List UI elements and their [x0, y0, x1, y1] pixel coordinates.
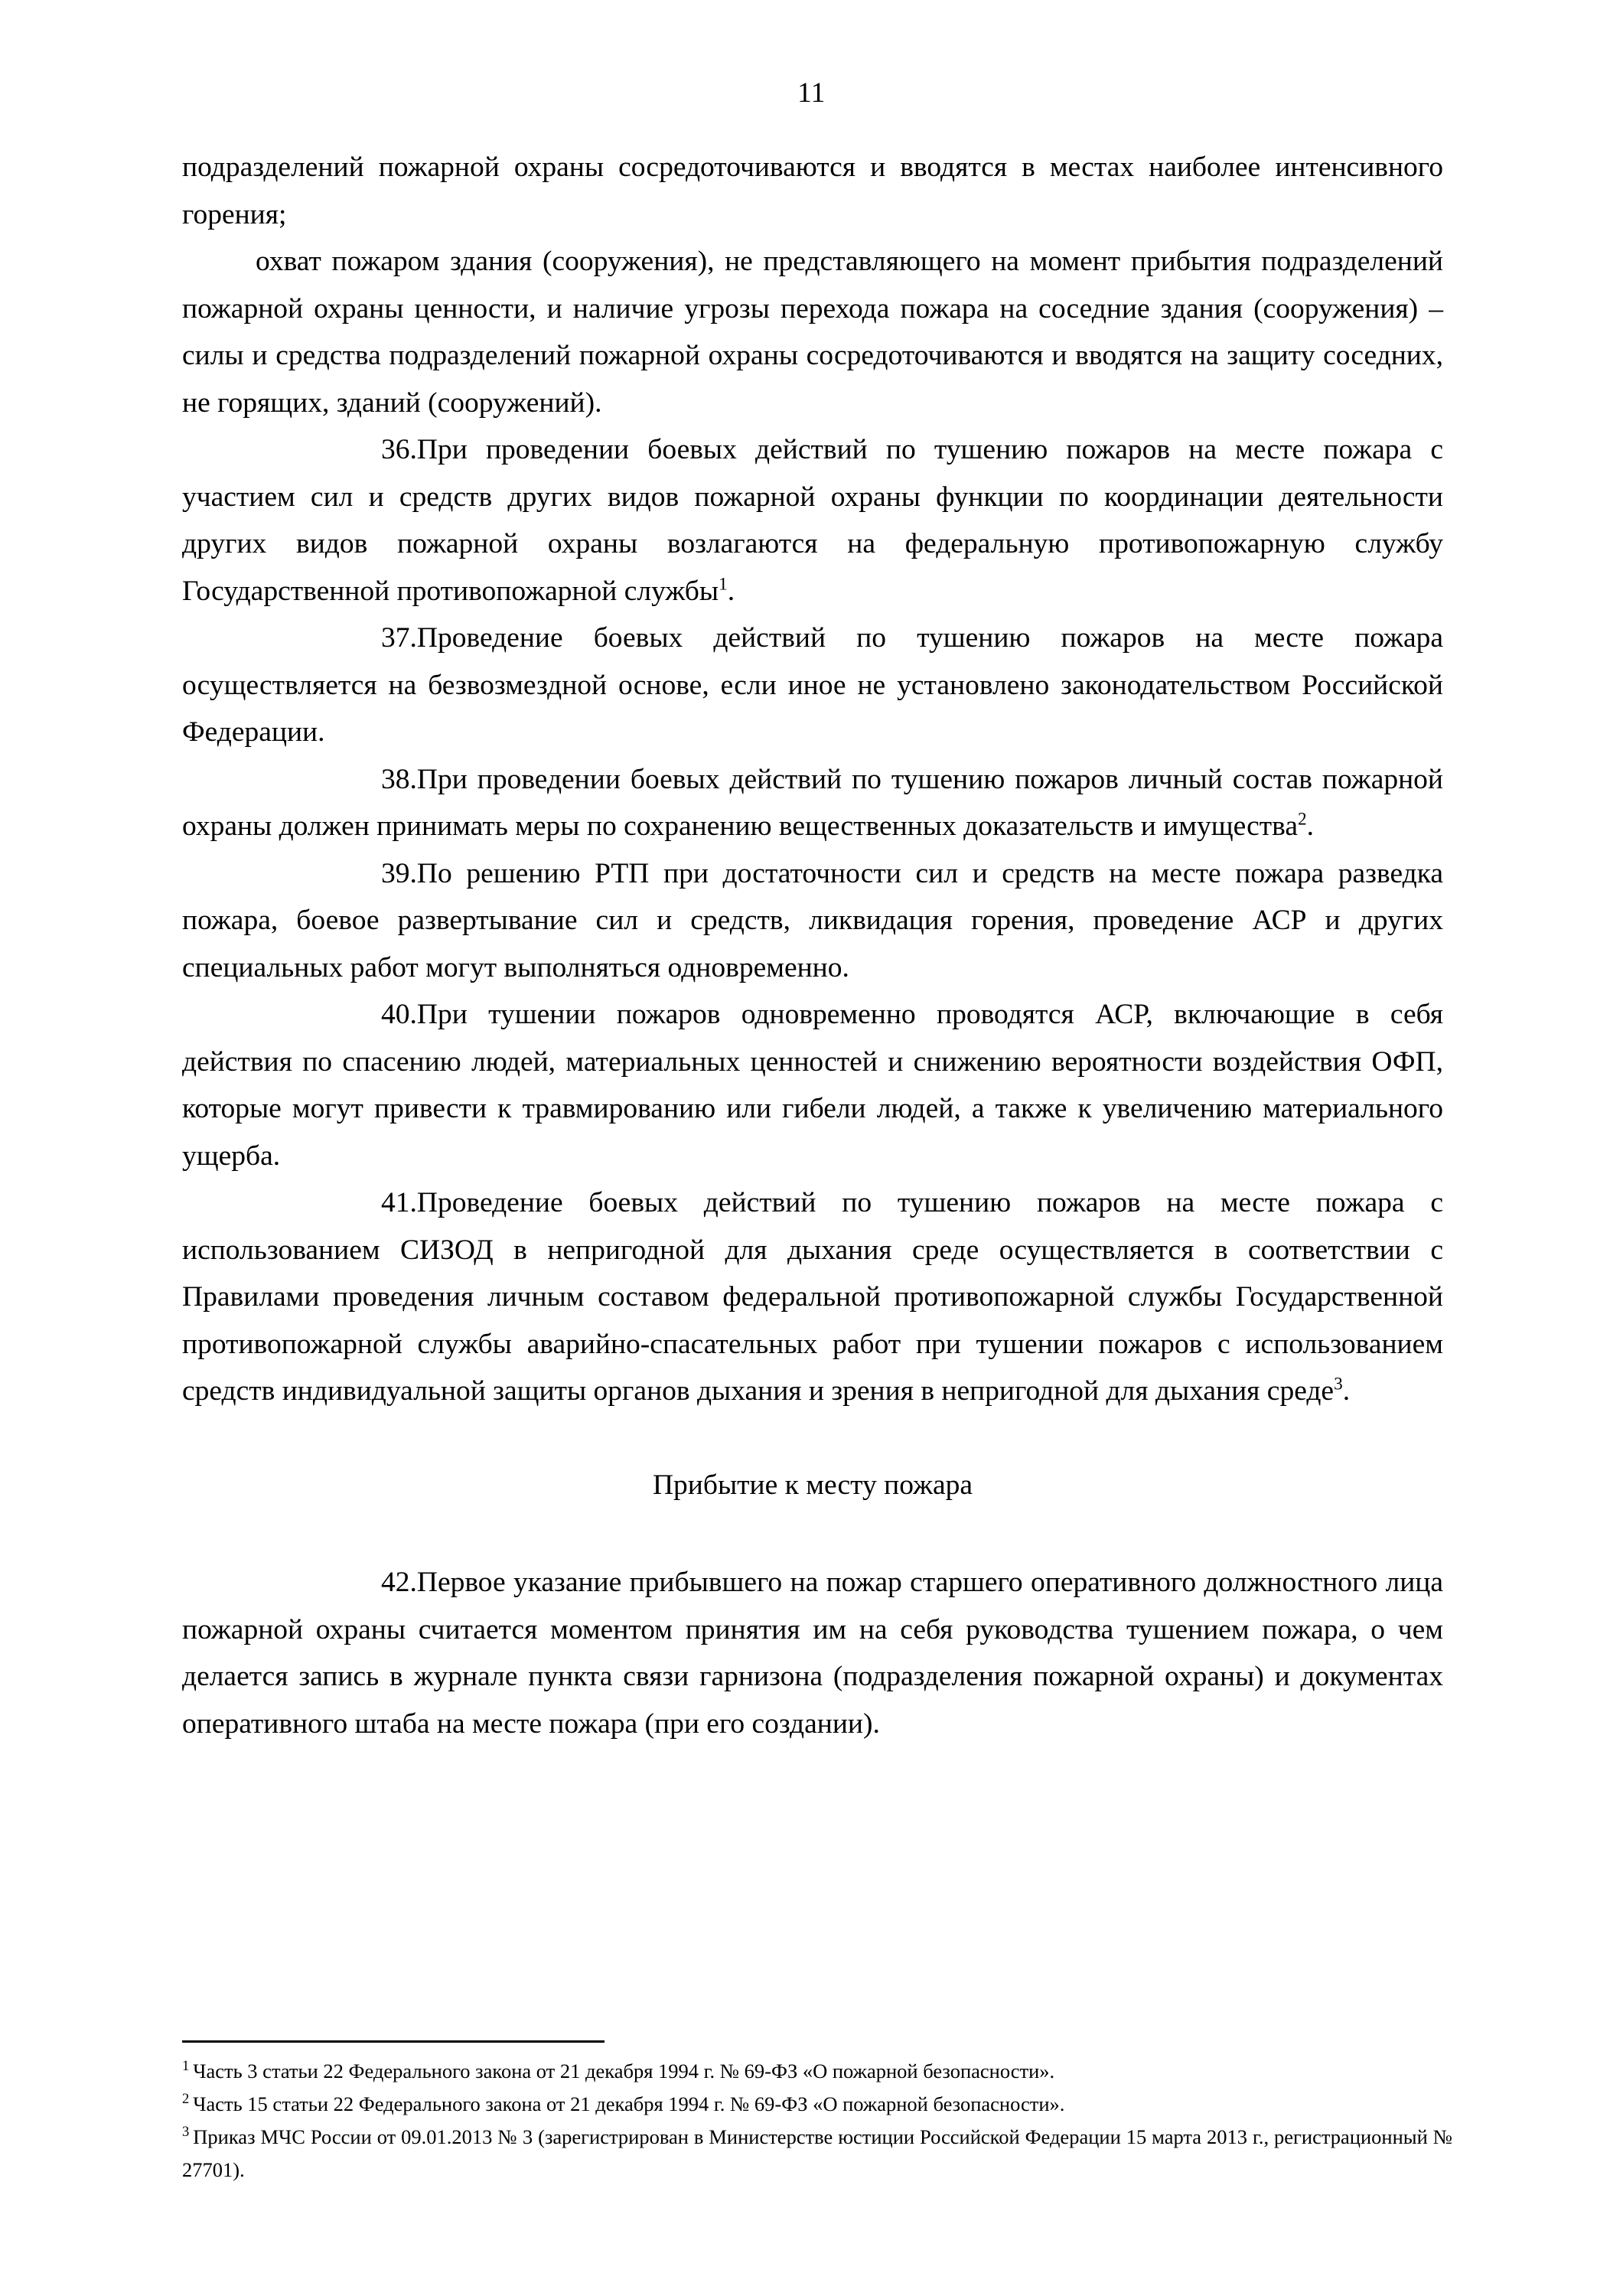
paragraph-text: При проведении боевых действий по тушению пожаров личный состав пожарной охраны должен принимать меры по сохранению вещественных доказательств и имущества [182, 763, 1443, 842]
paragraph-text: По решению РТП при достаточности сил и средств на месте пожара разведка пожара, боевое развертывание сил и средств, ликвидация горения, проведение АСР и других специальных работ могут выполняться одновременно. [182, 857, 1443, 983]
footnote-area [182, 2040, 1452, 2187]
footnote-ref-2: 2 [1298, 809, 1307, 830]
item-number: 38. [381, 763, 417, 795]
item-number: 39. [381, 857, 417, 889]
paragraph-ohvat [182, 238, 1443, 426]
item-number: 42. [381, 1567, 417, 1598]
page-number: 11 [797, 77, 826, 109]
paragraph-text: Проведение боевых действий по тушению пожаров на месте пожара осуществляется на безвозмездной основе, если иное не установлено законодательством Российской Федерации. [182, 622, 1443, 748]
paragraph-tail: . [727, 575, 735, 607]
footnote-separator-rule [182, 2040, 605, 2043]
item-number: 41. [381, 1187, 417, 1218]
item-number: 40. [381, 999, 417, 1030]
footnote-marker: 3 [182, 2124, 190, 2141]
footnote-2 [182, 2088, 1452, 2121]
paragraph-item-40 [182, 991, 1443, 1179]
paragraph-text: При тушении пожаров одновременно проводятся АСР, включающие в себя действия по спасению людей, материальных ценностей и снижению вероятности воздействия ОФП, которые могут привести к травмированию или гибели людей, а также к увеличению материального ущерба. [182, 999, 1443, 1172]
paragraph-tail: . [1342, 1375, 1351, 1407]
paragraph-item-39 [182, 850, 1443, 992]
footnote-text: Часть 15 статьи 22 Федерального закона от 21 декабря 1994 г. № 69-ФЗ «О пожарной безопасности». [193, 2092, 1065, 2115]
item-number: 36. [381, 434, 417, 465]
spacer-after-heading [182, 1508, 1443, 1559]
section-heading: Прибытие к месту пожара [652, 1469, 973, 1501]
footnote-text: Приказ МЧС России от 09.01.2013 № 3 (зарегистрирован в Министерстве юстиции Российской Федерации 15 марта 2013 г., регистрационный № 27701). [182, 2125, 1452, 2181]
spacer-before-heading [182, 1415, 1443, 1462]
paragraph-item-41 [182, 1179, 1443, 1415]
paragraph-text: Проведение боевых действий по тушению пожаров на месте пожара с использованием СИЗОД в непригодной для дыхания среде осуществляется в соответствии с Правилами проведения личным составом федеральной противопожарной службы Государственной противопожарной службы аварийно-спасательных работ при тушении пожаров с использованием средств индивидуальной защиты органов дыхания и зрения в непригодной для дыхания среде [182, 1187, 1443, 1407]
footnote-1 [182, 2055, 1452, 2088]
paragraph-item-42 [182, 1559, 1443, 1747]
footnote-3 [182, 2121, 1452, 2187]
item-number: 37. [381, 622, 417, 654]
paragraph-text: Первое указание прибывшего на пожар старшего оперативного должностного лица пожарной охраны считается моментом принятия им на себя руководства тушением пожара, о чем делается запись в журнале пункта связи гарнизона (подразделения пожарной охраны) и документах оперативного штаба на месте пожара (при его создании). [182, 1567, 1443, 1740]
paragraph-continued [182, 144, 1443, 238]
footnote-ref-3: 3 [1334, 1374, 1343, 1394]
footnote-marker: 2 [182, 2091, 190, 2108]
document-body [182, 144, 1443, 1747]
paragraph-tail: . [1306, 810, 1315, 842]
footnote-marker: 1 [182, 2058, 190, 2075]
paragraph-item-37 [182, 615, 1443, 756]
footnote-text: Часть 3 статьи 22 Федерального закона от 21 декабря 1994 г. № 69-ФЗ «О пожарной безопасности». [193, 2060, 1055, 2082]
paragraph-item-36 [182, 426, 1443, 615]
paragraph-text: охват пожаром здания (сооружения), не представляющего на момент прибытия подразделений пожарной охраны ценности, и наличие угрозы перехода пожара на соседние здания (сооружения) – силы и средства подразделений пожарной охраны сосредоточиваются и вводятся на защиту соседних, не горящих, зданий (сооружений). [182, 246, 1443, 419]
paragraph-text: подразделений пожарной охраны сосредоточиваются и вводятся в местах наиболее интенсивного горения; [182, 152, 1443, 230]
paragraph-item-38 [182, 756, 1443, 850]
paragraph-text: При проведении боевых действий по тушению пожаров на месте пожара с участием сил и средств других видов пожарной охраны функции по координации деятельности других видов пожарной охраны возлагаются на федеральную противопожарную службу Государственной противопожарной службы [182, 434, 1443, 607]
footnote-ref-1: 1 [719, 574, 728, 594]
